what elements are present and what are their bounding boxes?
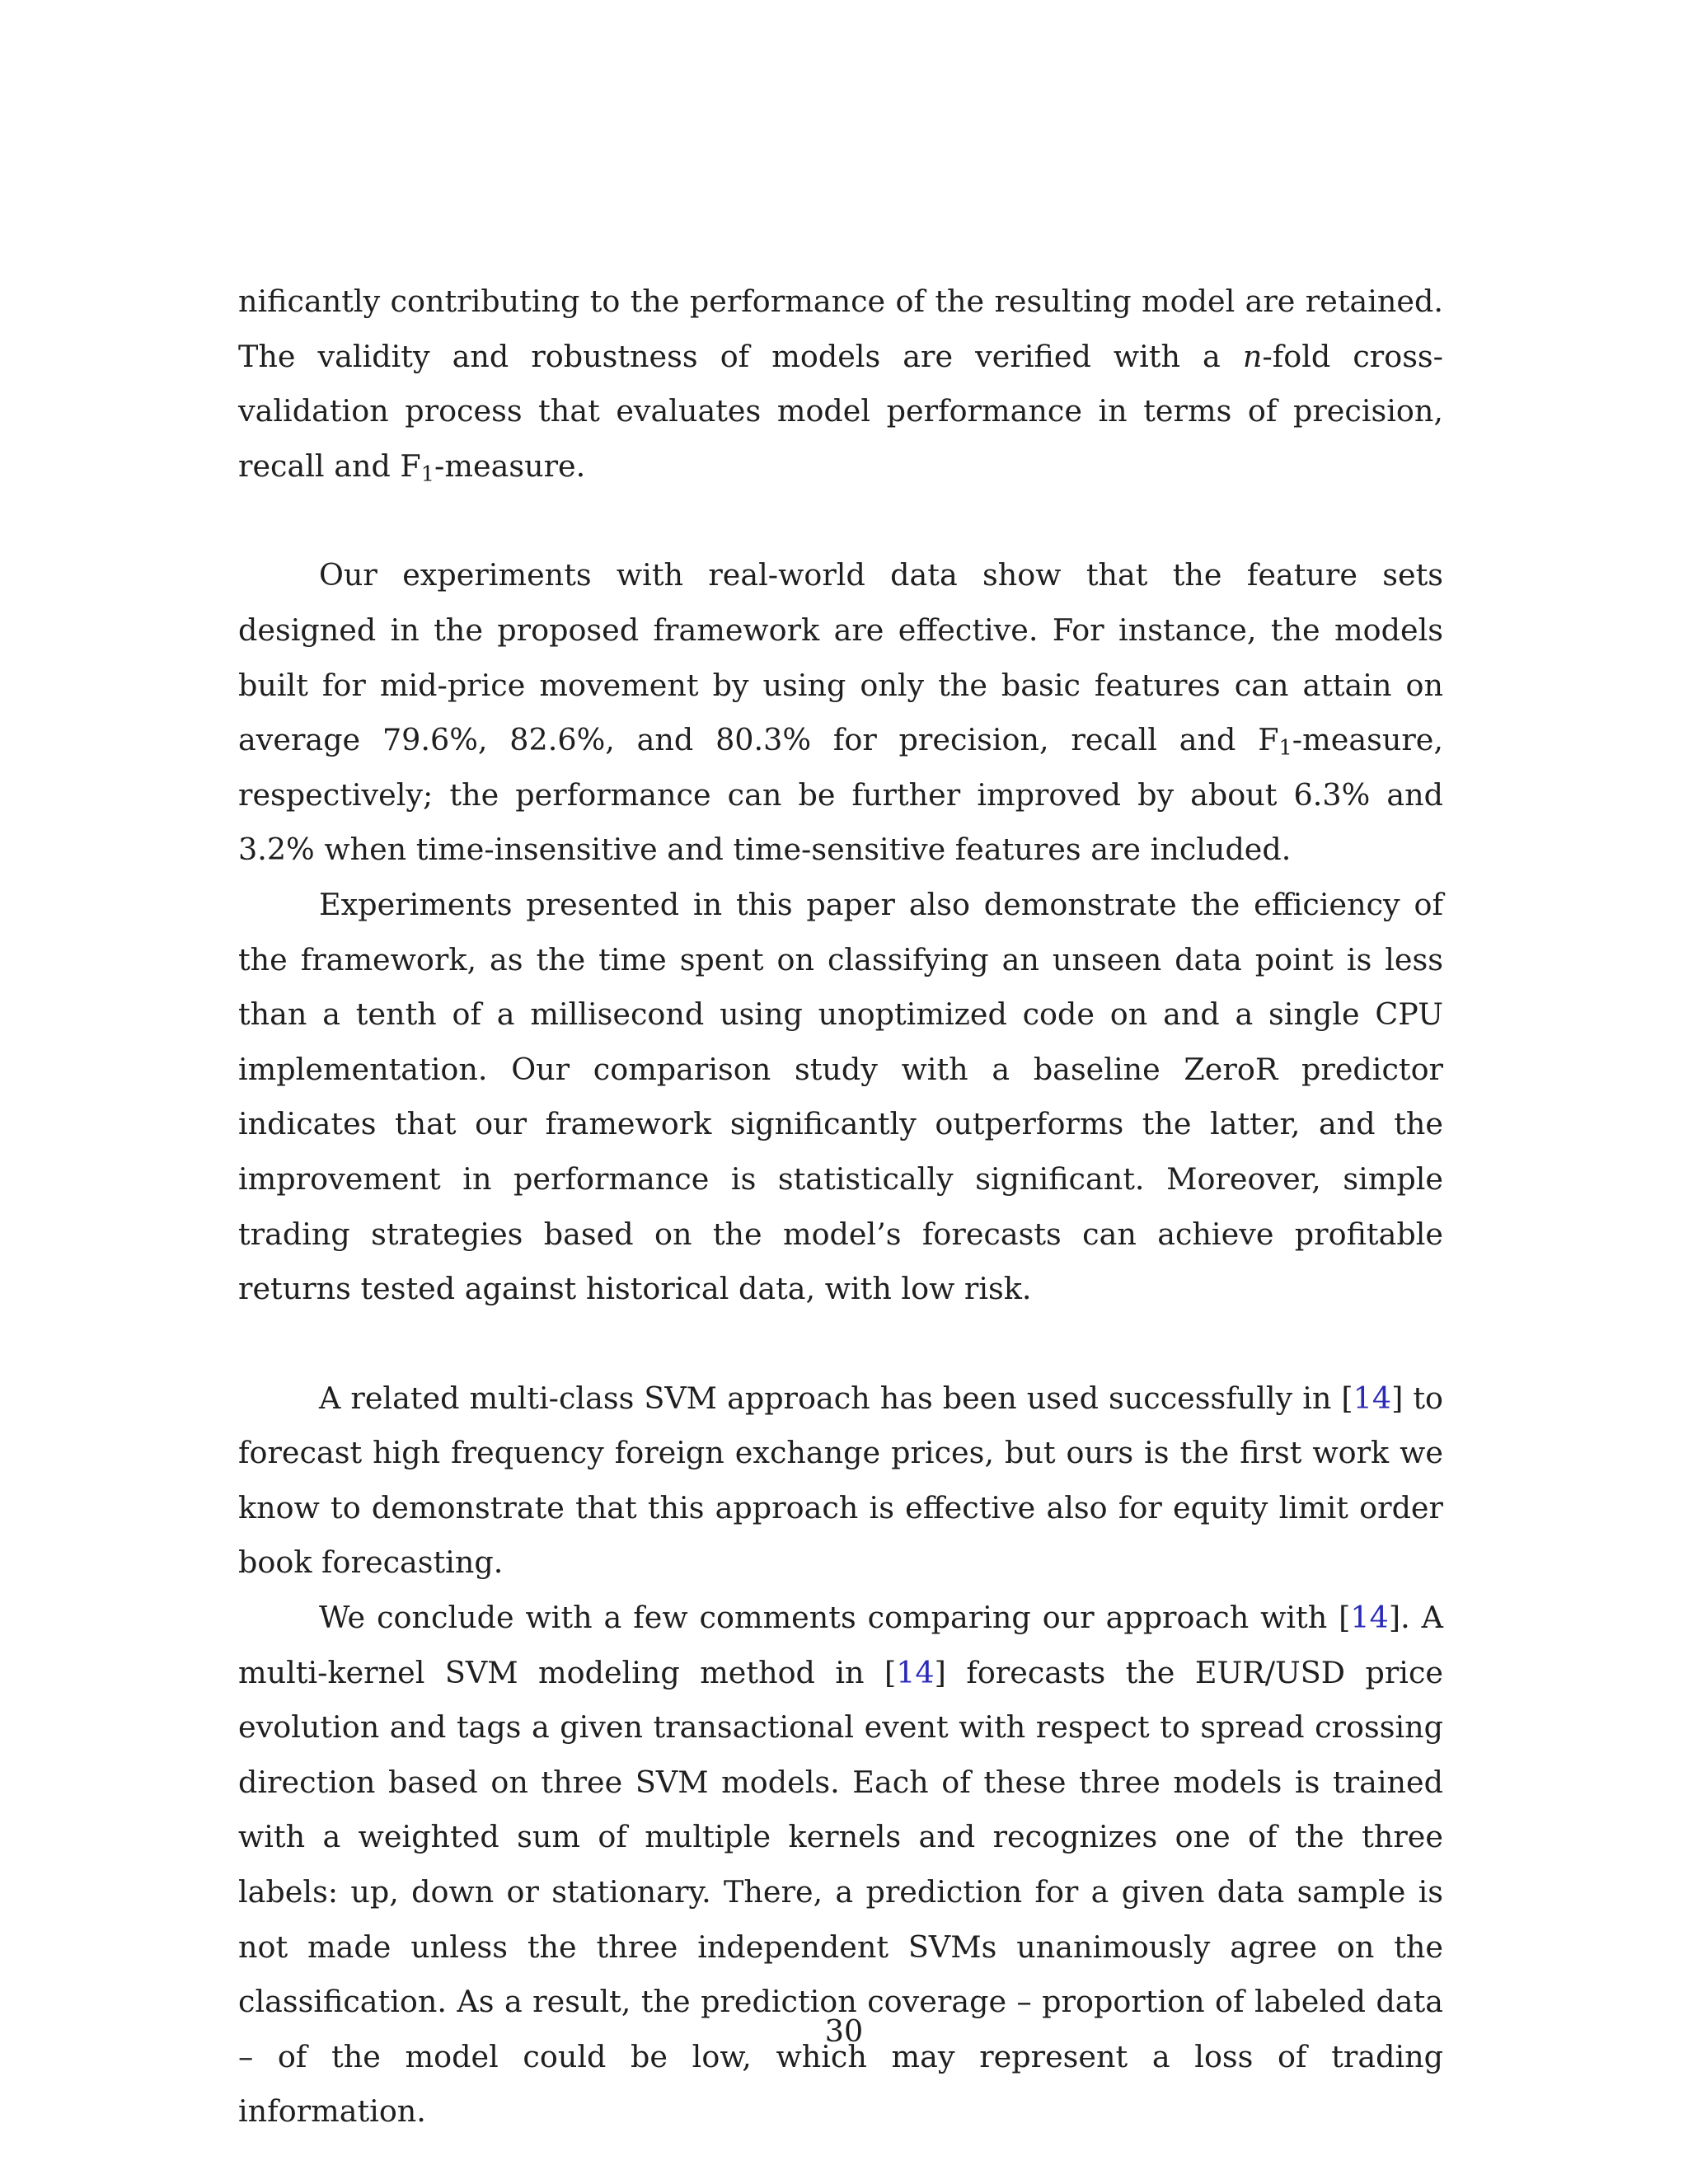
text-span: A related multi-class SVM approach has been used successfully in [ [319, 1380, 1353, 1416]
text-span: ] forecasts the EUR/USD price evolution and tags a given transactional event with respect to spread crossing direction based on three SVM models. Each of these three models is trained with a weighted sum of multiple kernels and recognizes one of the three labels: up, down or stationary. There, a prediction for a given data sample is not made unless the three independent SVMs unanimously agree on the classification. As a result, the prediction coverage – proportion of labeled data – of the model could be low, which may represent a loss of trading information. [238, 1654, 1443, 2130]
subscript: 1 [1278, 735, 1292, 761]
text-span: ] to forecast high frequency foreign exchange prices, but ours is the first work we know to demonstrate that this approach is effective also for equity limit order book forecasting. [238, 1380, 1443, 1581]
text-span: -fold cross-validation process that evaluates model performance in terms of precision, recall and F [238, 338, 1443, 484]
text-span: nificantly contributing to the performance of the resulting model are retained. The validity and robustness of models are verified with a [238, 284, 1443, 374]
paragraph-experiments [238, 548, 1443, 878]
text-span: ]. A multi-kernel SVM modeling method in [ [238, 1600, 1443, 1690]
paragraph-continued [238, 274, 1443, 494]
citation-link[interactable]: 14 [896, 1654, 935, 1690]
page-number: 30 [824, 2013, 864, 2049]
body-text [238, 274, 1443, 2139]
text-span: -measure. [434, 448, 586, 484]
paragraph-gap [238, 1317, 1443, 1371]
text-span: Our experiments with real-world data show that the feature sets designed in the proposed framework are effective. For instance, the models built for mid-price movement by using only the basic features can attain on average 79.6%, 82.6%, and 80.3% for precision, recall and F [238, 557, 1443, 758]
paragraph-gap [238, 494, 1443, 548]
citation-link[interactable]: 14 [1350, 1600, 1389, 1636]
citation-link[interactable]: 14 [1353, 1380, 1392, 1416]
text-span: -measure, respectively; the performance can be further improved by about 6.3% and 3.2% when time-insensitive and time-sensitive features are included. [238, 722, 1443, 868]
paragraph-efficiency: Experiments presented in this paper also demonstrate the efficiency of the framework, as the time spent on classifying an unseen data point is less than a tenth of a millisecond using unoptimized code on and a single CPU implementation. Our comparison study with a baseline ZeroR predictor indicates that our framework significantly outperforms the latter, and the improvement in performance is statistically significant. Moreover, simple trading strategies based on the model’s forecasts can achieve profitable returns tested against historical data, with low risk. [238, 886, 1443, 1307]
paragraph-related-work [238, 1371, 1443, 1591]
subscript: 1 [420, 462, 435, 487]
italic-variable: n [1242, 338, 1263, 374]
text-span: We conclude with a few comments comparing our approach with [ [319, 1600, 1351, 1636]
